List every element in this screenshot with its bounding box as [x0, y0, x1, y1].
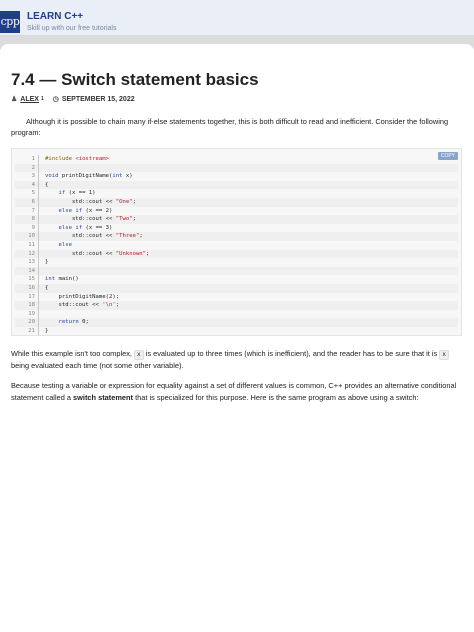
code-line — [15, 310, 458, 319]
code-text: std::cout << "Two"; — [45, 216, 136, 223]
intro-paragraph — [11, 116, 463, 138]
clock-icon: ◷ — [52, 96, 59, 103]
code-text: #include <iostream> — [45, 156, 110, 162]
author-superscript: 1 — [40, 96, 44, 102]
code-text: else — [58, 241, 72, 248]
code-line — [15, 258, 458, 267]
code-line — [15, 215, 458, 224]
para2-text-a: Because testing a variable or expression for equality against a set of different values is common, C++ provides an alternative conditional statement called a — [11, 381, 457, 402]
code-line — [15, 189, 458, 198]
line-number: 18 — [15, 301, 39, 310]
code-line — [15, 241, 458, 250]
line-number: 15 — [15, 275, 39, 284]
code-text: } — [45, 259, 49, 266]
code-line — [15, 207, 458, 216]
para1-text-b: is evaluated up to three times (which is inefficient), and the reader has to be sure that it is — [145, 349, 438, 358]
code-text — [39, 267, 48, 276]
code-line — [15, 155, 458, 164]
code-line — [15, 275, 458, 284]
line-number: 2 — [15, 164, 39, 173]
code-line — [15, 284, 458, 293]
code-text: std::cout << '\n'; — [45, 302, 120, 309]
line-number: 9 — [15, 224, 39, 233]
line-number: 14 — [15, 267, 39, 276]
code-text: void printDigitName(int x) — [45, 173, 133, 180]
code-text: printDigitName(2); — [45, 293, 120, 300]
line-number: 3 — [15, 172, 39, 181]
code-text: return 0; — [58, 319, 89, 326]
code-line — [15, 267, 458, 276]
line-number: 16 — [15, 284, 39, 293]
code-line — [15, 172, 458, 181]
publish-date: SEPTEMBER 15, 2022 — [61, 95, 135, 103]
code-line — [15, 232, 458, 241]
site-brand[interactable]: LEARN C++ — [27, 11, 84, 22]
code-text: std::cout << "Three"; — [45, 233, 143, 240]
intro-text: Although it is possible to chain many if-else statements together, this is both difficult to read and inefficient. Consider the following program: — [11, 117, 449, 137]
line-number: 11 — [15, 241, 39, 250]
site-header — [0, 0, 474, 36]
paragraph-switch-intro — [11, 380, 463, 404]
code-text: { — [45, 181, 49, 188]
article-meta — [11, 94, 135, 104]
copy-button[interactable]: COPY — [438, 152, 458, 160]
code-text: { — [45, 284, 49, 291]
line-number: 12 — [15, 250, 39, 259]
site-logo[interactable]: cpp — [0, 11, 20, 33]
code-line — [15, 301, 458, 310]
code-line — [15, 198, 458, 207]
page-title: 7.4 — Switch statement basics — [11, 70, 259, 89]
code-block[interactable] — [11, 148, 462, 336]
line-number: 21 — [15, 327, 39, 336]
code-text: if (x == 1) — [58, 190, 96, 197]
code-line — [15, 250, 458, 259]
line-number: 20 — [15, 318, 39, 327]
line-number: 17 — [15, 293, 39, 302]
line-number: 13 — [15, 258, 39, 267]
inline-code-x: x — [439, 350, 449, 360]
paragraph-evaluation — [11, 348, 463, 372]
line-number: 19 — [15, 310, 39, 319]
code-line — [15, 224, 458, 233]
code-text: else if (x == 2) — [58, 207, 113, 214]
para2-text-b: that is specialized for this purpose. Here is the same program as above using a switch: — [135, 393, 419, 402]
switch-statement-term: switch statement — [73, 393, 134, 402]
line-number: 6 — [15, 198, 39, 207]
code-text — [39, 164, 48, 173]
line-number: 1 — [15, 155, 39, 164]
code-text: std::cout << "One"; — [45, 198, 136, 205]
inline-code-x: x — [134, 350, 144, 360]
line-number: 5 — [15, 189, 39, 198]
code-line — [15, 164, 458, 173]
line-number: 7 — [15, 207, 39, 216]
user-icon: ♟ — [11, 96, 18, 103]
code-text — [39, 310, 48, 319]
code-text: std::cout << "Unknown"; — [45, 250, 150, 257]
line-number: 4 — [15, 181, 39, 190]
code-line — [15, 293, 458, 302]
code-text: } — [45, 327, 49, 334]
line-number: 8 — [15, 215, 39, 224]
para1-text-a: While this example isn't too complex, — [11, 349, 132, 358]
author-link[interactable]: ALEX — [20, 95, 39, 103]
code-line — [15, 327, 458, 336]
para1-text-c: being evaluated each time (not some other variable). — [11, 361, 184, 370]
code-text: int main() — [45, 276, 79, 283]
line-number: 10 — [15, 232, 39, 241]
code-lines — [15, 155, 458, 335]
code-text: else if (x == 3) — [58, 224, 113, 231]
code-line — [15, 318, 458, 327]
code-line — [15, 181, 458, 190]
site-tagline: Skill up with our free tutorials — [27, 25, 117, 32]
